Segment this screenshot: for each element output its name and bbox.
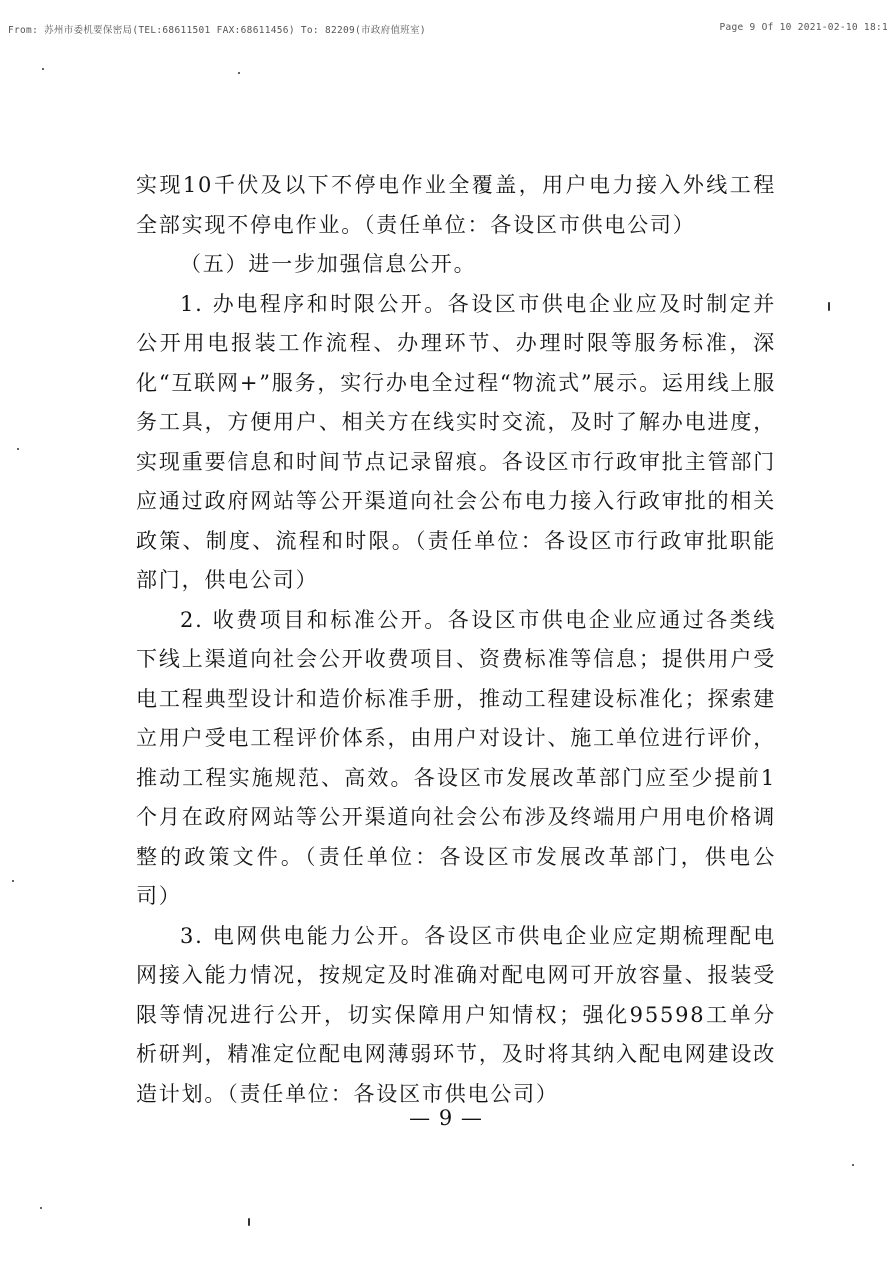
scan-speck — [852, 1164, 854, 1166]
scan-speck — [248, 1218, 250, 1226]
document-body — [136, 166, 776, 1114]
scan-speck — [12, 880, 14, 882]
scan-speck — [238, 72, 240, 74]
scan-speck — [17, 448, 19, 450]
paragraph-item-2: 2. 收费项目和标准公开。各设区市供电企业应通过各类线下线上渠道向社会公开收费项目、资费标准等信息；提供用户受电工程典型设计和造价标准手册，推动工程建设标准化；探索建立用户受电工程评价体系，由用户对设计、施工单位进行评价，推动工程实施规范、高效。各设区市发展改革部门应至少提前1个月在政府网站等公开渠道向社会公布涉及终端用户用电价格调整的政策文件。（责任单位：各设区市发展改革部门，供电公司） — [136, 607, 776, 908]
scan-speck — [40, 1207, 42, 1209]
page-number: — 9 — — [409, 1106, 483, 1130]
fax-page-info: Page 9 Of 10 2021-02-10 18:1 — [719, 22, 888, 33]
scan-speck — [42, 68, 44, 70]
paragraph-item-3: 3. 电网供电能力公开。各设区市供电企业应定期梳理配电网接入能力情况，按规定及时准确对配电网可开放容量、报装受限等情况进行公开，切实保障用户知情权；强化95598工单分析研判，精准定位配电网薄弱环节，及时将其纳入配电网建设改造计划。（责任单位：各设区市供电公司） — [136, 923, 776, 1106]
paragraph-item-1: 1. 办电程序和时限公开。各设区市供电企业应及时制定并公开用电报装工作流程、办理环节、办理时限等服务标准，深化“互联网+”服务，实行办电全过程“物流式”展示。运用线上服务工具，方便用户、相关方在线实时交流，及时了解办电进度，实现重要信息和时间节点记录留痕。各设区市行政审批主管部门应通过政府网站等公开渠道向社会公布电力接入行政审批的相关政策、制度、流程和时限。（责任单位：各设区市行政审批职能部门，供电公司） — [136, 291, 776, 592]
scan-speck — [828, 302, 830, 311]
paragraph-continuation: 实现10千伏及以下不停电作业全覆盖，用户电力接入外线工程全部实现不停电作业。（责任单位：各设区市供电公司） — [136, 173, 776, 237]
fax-sender-info: From: 苏州市委机要保密局(TEL:68611501 FAX:68611456) To: 82209(市政府值班室) — [8, 25, 426, 36]
section-heading: （五）进一步加强信息公开。 — [180, 252, 477, 276]
fax-header — [8, 22, 888, 36]
